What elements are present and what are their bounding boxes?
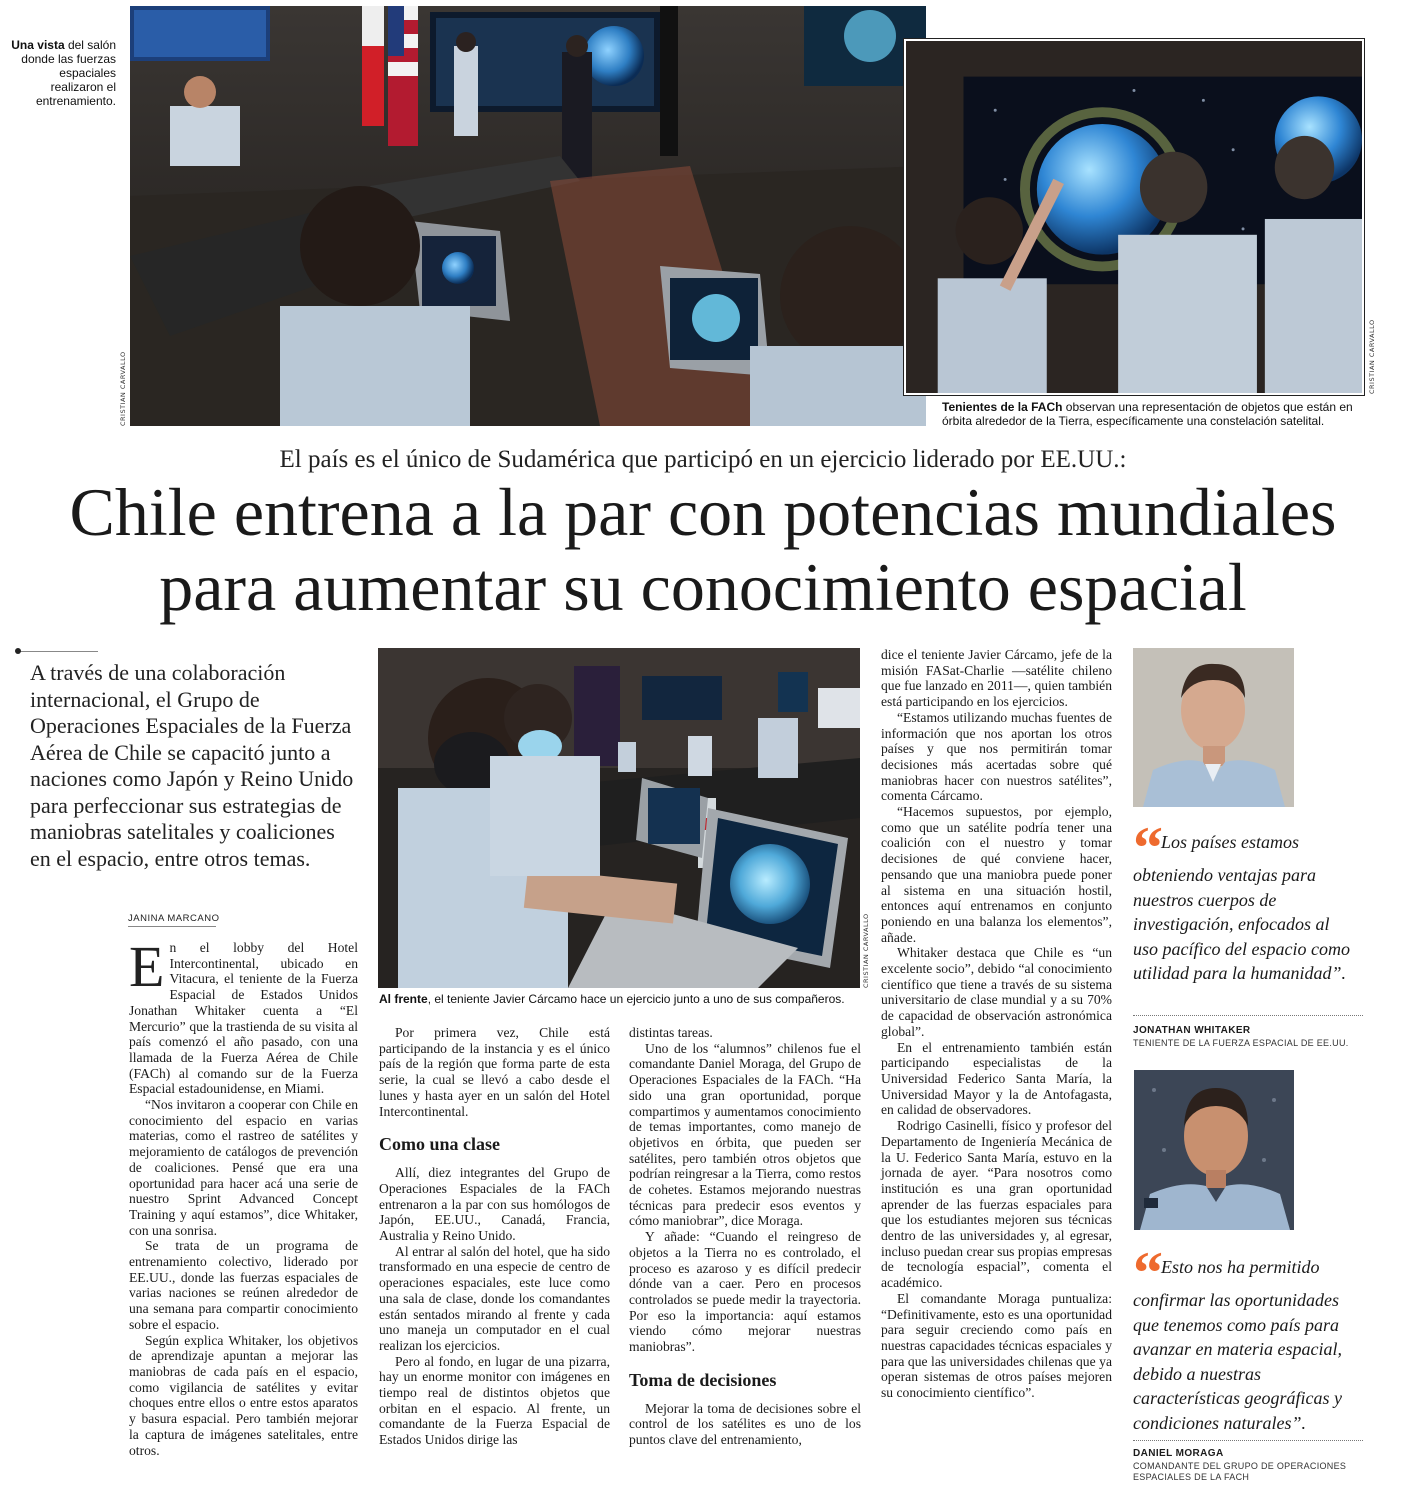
subhead-toma-de-decisiones: Toma de decisiones — [629, 1369, 777, 1390]
inset-caption-bold: Tenientes de la FACh — [942, 400, 1063, 414]
middle-caption-bold: Al frente — [379, 992, 428, 1006]
headline-line-2: para aumentar su conocimiento espacial — [159, 549, 1247, 625]
middle-photo-credit: CRISTIAN CARVALLO — [862, 913, 870, 988]
middle-caption-text: , el teniente Javier Cárcamo hace un ejercicio junto a uno de sus compañeros. — [427, 992, 845, 1006]
col2-p3: Al entrar al salón del hotel, que ha sido transformado en una especie de centro de operaciones espaciales, este luce como una sala de clase, donde los comandantes están sentados mirando al frente y cada uno maneja un computador en el cual realizan los ejercicios. — [379, 1243, 610, 1353]
col2-p4: Pero al fondo, en lugar de una pizarra, hay un enorme monitor con imágenes en tiempo real de distintos objetos que orbitan en el espacio. Al frente, un comandante de la Fuerza Espacial de Estados Unidos dirige las — [379, 1353, 610, 1448]
inset-photo-credit: CRISTIAN CARVALLO — [1368, 319, 1376, 394]
col3-p0: distintas tareas. — [629, 1025, 713, 1040]
quote-moraga-text: Esto nos ha permitido confirmar las oportunidades que tenemos como país para avanzar en materia espacial, debido a nuestras características geográficas y condiciones naturales”. — [1133, 1257, 1342, 1433]
quote-moraga — [1133, 1240, 1355, 1436]
col4-p1: “Estamos utilizando muchas fuentes de información que nos aportan los otros países y que nos permitirán tomar decisiones más acertadas sobre qué maniobras hacer con nuestros satélites”, comenta Cárcamo. — [881, 709, 1112, 804]
lead-rule — [18, 651, 98, 652]
col4-p0: dice el teniente Javier Cárcamo, jefe de la misión FASat-Charlie —satélite chileno que fue lanzado en 2011—, quien también está participando en los ejercicios. — [881, 647, 1112, 710]
col2-p2: Allí, diez integrantes del Grupo de Operaciones Espaciales de la FACh entrenaron a la par con sus homólogos de Japón, EE.UU., Canadá, Francia, Australia y Reino Unido. — [379, 1165, 610, 1244]
headline-line-1: Chile entrena a la par con potencias mundiales — [69, 474, 1337, 550]
main-photo-credit: CRISTIAN CARVALLO — [119, 351, 127, 426]
col3-p1: Uno de los “alumnos” chilenos fue el comandante Daniel Moraga, del Grupo de Operaciones Espaciales de la FACh. “Ha sido una gran oportunidad, porque compartimos y aumentamos conocimiento de temas importantes, como manejo de objetivos en órbita, que pueden ser satélites, pero también otros objetos que podrían reingresar a la Tierra, como restos de cohetes. Estamos mejorando nuestras técnicas para predecir esos eventos y cómo maniobrar”, dice Moraga. — [629, 1040, 861, 1229]
quote-whitaker-text: Los países estamos obteniendo ventajas para nuestros cuerpos de investigación, enfocados al uso pacífico del espacio como utilidad para la humanidad”. — [1133, 832, 1350, 984]
quote-moraga-name: DANIEL MORAGA — [1133, 1448, 1224, 1459]
col3-p2: Y añade: “Cuando el reingreso de objetos a la Tierra no es controlado, el proceso es azaroso y es difícil predecir dónde van a caer. Pero en procesos controlados se puede medir la trayectoria. Por eso la importancia: aquí estamos viendo cómo mejorar nuestras maniobras”. — [629, 1229, 861, 1355]
quote-whitaker-role: TENIENTE DE LA FUERZA ESPACIAL DE EE.UU. — [1133, 1038, 1349, 1048]
quote-moraga-rule — [1133, 1440, 1363, 1441]
quote-moraga-role: COMANDANTE DEL GRUPO DE OPERACIONES ESPACIALES DE LA FACH — [1133, 1461, 1347, 1482]
middle-photo — [378, 648, 860, 988]
col2-p1: Por primera vez, Chile está participando de la instancia y es el único país de la región que forma parte de esta serie, la cual se llevó a cabo desde el lunes y hasta ayer en un salón del Hotel Intercontinental. — [379, 1025, 610, 1119]
quote-whitaker — [1133, 815, 1355, 986]
article-column-3 — [629, 1025, 861, 1448]
col1-p4: Según explica Whitaker, los objetivos de aprendizaje apuntan a mejorar las maniobras de cada país en el espacio, como vigilancia de satélites y evitar choques entre ellos o entre estos aparatos y basura espacial. Pero también mejorar la captura de imágenes satelitales, entre otros. — [129, 1332, 358, 1458]
byline-rule — [128, 926, 216, 927]
dropcap: E — [129, 934, 165, 999]
col1-p3: Se trata de un programa de entrenamiento colectivo, liderado por EE.UU., donde las fuerzas espaciales de varias naciones se reúnen alrededor de una semana para compartir conocimiento sobre el espacio. — [129, 1238, 358, 1332]
quote-whitaker-rule — [1133, 1015, 1363, 1016]
subhead-como-una-clase: Como una clase — [379, 1134, 500, 1155]
byline: JANINA MARCANO — [128, 913, 220, 924]
main-photo — [130, 6, 926, 426]
inset-photo — [903, 38, 1365, 396]
main-caption-bold: Una vista — [11, 38, 65, 52]
col4-p5: Rodrigo Casinelli, físico y profesor del Departamento de Ingeniería Mecánica de la U. Federico Santa María, estuvo en la jornada de ayer. “Para nosotros como institución es una gran oportunidad aprender de las fuerzas espaciales para que los estudiantes mejoren sus técnicas dentro de las universidades y, al egresar, incluso puedan crear sus propias empresas de tecnología espacial”, comenta el académico. — [881, 1118, 1112, 1291]
col4-p3: Whitaker destaca que Chile es “un excelente socio”, debido “al conocimiento científico que tiene a través de su sistema universitario de clase mundial y a su 70% de capacidad de observación astronómica global”. — [881, 945, 1112, 1039]
col4-p4: En el entrenamiento también están participando especialistas de la Universidad Federico Santa María, la Universidad Mayor y la de Antofagasta, en calidad de observadores. — [881, 1039, 1112, 1118]
col4-p6: El comandante Moraga puntualiza: “Definitivamente, esto es una oportunidad para seguir creciendo como país en nuestras capacidades técnicas espaciales y para que las universidades chilenas que ya operan sistemas de otros países mejoren su conocimiento científico”. — [881, 1290, 1112, 1401]
portrait-moraga — [1134, 1070, 1294, 1230]
inset-caption-text: observan una representación de objetos que están en órbita alrededor de la Tierra, específicamente una constelación satelital. — [942, 400, 1353, 428]
article-column-4 — [881, 647, 1112, 1401]
col1-p2: “Nos invitaron a cooperar con Chile en conocimiento del espacio en varias materias, como el rastreo de satélites y mejoramiento de catálogos de prevención de coaliciones. Pensé que era una oportunidad para hacer acá una serie de nuestro Sprint Advanced Concept Training y aquí estamos”, dice Whitaker, con una sonrisa. — [129, 1097, 358, 1238]
article-column-1 — [129, 934, 358, 1458]
lead-bullet — [15, 648, 21, 654]
quote-whitaker-name: JONATHAN WHITAKER — [1133, 1025, 1251, 1036]
middle-photo-caption — [379, 992, 863, 1006]
inset-photo-caption — [942, 400, 1366, 428]
quote-mark-icon: “ — [1133, 1240, 1157, 1306]
article-column-2 — [379, 1025, 610, 1448]
col4-p2: “Hacemos supuestos, por ejemplo, como que un satélite podría tener una coalición con el nuestro y tomar decisiones de qué conviene hacer, pensando que una maniobra puede poner al sistema en una situación hostil, entonces aquí entrenamos en conjunto poniendo en una balanza los elementos”, añade. — [881, 804, 1112, 945]
portrait-whitaker — [1133, 648, 1294, 807]
col3-p3: Mejorar la toma de decisiones sobre el control de los satélites es uno de los puntos clave del entrenamiento, — [629, 1400, 861, 1448]
main-caption-text: del salón donde las fuerzas espaciales realizaron el entrenamiento. — [21, 38, 116, 108]
quote-mark-icon: “ — [1133, 815, 1157, 881]
col1-p1: n el lobby del Hotel Intercontinental, ubicado en Vitacura, el teniente de la Fuerza Espacial de Estados Unidos Jonathan Whitaker cuenta a “El Mercurio” que la trastienda de su visita al país comenzó el año pasado, con una llamada de la Fuerza Aérea de Chile (FACh) al comando sur de la Fuerza Espacial estadounidense, en Miami. — [129, 940, 358, 1097]
main-photo-caption — [10, 38, 116, 108]
kicker: El país es el único de Sudamérica que participó en un ejercicio liderado por EE.UU.: — [279, 446, 1127, 473]
lead-paragraph: A través de una colaboración internacional, el Grupo de Operaciones Espaciales de la Fuerza Aérea de Chile se capacitó junto a naciones como Japón y Reino Unido para perfeccionar sus estrategias de maniobras satelitales y coaliciones en el espacio, entre otros temas. — [30, 660, 354, 871]
